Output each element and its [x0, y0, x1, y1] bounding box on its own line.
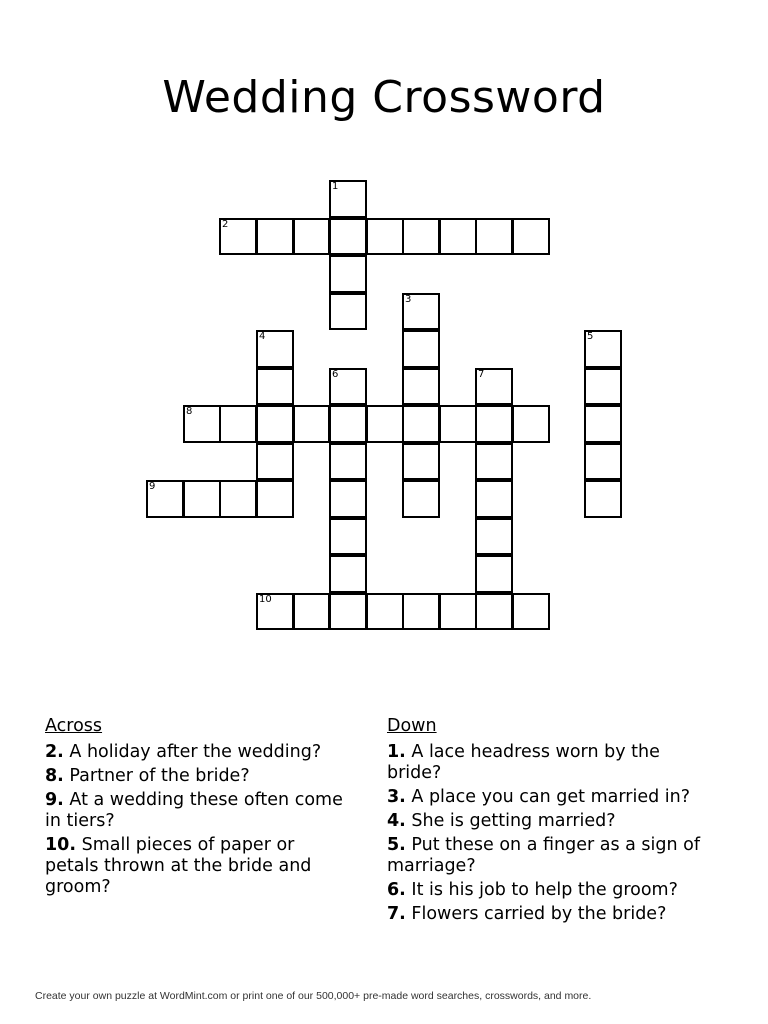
across-clue [45, 742, 345, 763]
clue-number: 7. [387, 904, 406, 924]
grid-cell[interactable] [329, 555, 367, 593]
grid-cell[interactable] [329, 593, 367, 631]
grid-cell[interactable] [475, 480, 513, 518]
clue-number: 2. [45, 742, 64, 762]
grid-cell[interactable] [293, 218, 331, 256]
clue-number: 7 [478, 368, 485, 380]
grid-cell[interactable] [439, 593, 477, 631]
grid-cell[interactable] [329, 443, 367, 481]
grid-cell[interactable] [402, 368, 440, 406]
down-clue [387, 904, 717, 925]
grid-cell[interactable] [366, 405, 404, 443]
grid-cell[interactable] [402, 293, 440, 331]
clue-number: 5. [387, 835, 406, 855]
clue-number: 5 [587, 331, 594, 342]
grid-cell[interactable] [256, 480, 294, 518]
clue-text: Small pieces of paper or petals thrown at the bride and groom? [45, 835, 312, 897]
down-clues [387, 716, 717, 928]
grid-cell[interactable] [475, 443, 513, 481]
grid-cell[interactable] [402, 443, 440, 481]
clue-text: At a wedding these often come in tiers? [45, 790, 343, 831]
grid-cell[interactable] [256, 443, 294, 481]
grid-cell[interactable] [219, 480, 257, 518]
down-clue [387, 742, 717, 784]
grid-cell[interactable] [329, 255, 367, 293]
clue-number: 9 [149, 481, 156, 492]
clue-number: 3 [405, 293, 412, 305]
across-clue [45, 835, 345, 898]
grid-cell[interactable] [402, 330, 440, 368]
grid-cell[interactable] [256, 368, 294, 406]
clue-number: 9. [45, 790, 64, 810]
grid-cell[interactable] [584, 443, 622, 481]
grid-cell[interactable] [366, 218, 404, 256]
clue-number: 6. [387, 880, 406, 900]
grid-cell[interactable] [329, 293, 367, 331]
grid-cell[interactable] [439, 218, 477, 256]
grid-cell[interactable] [584, 368, 622, 406]
down-clue [387, 787, 717, 808]
grid-cell[interactable] [183, 480, 221, 518]
footer-text: Create your own puzzle at WordMint.com or print one of our 500,000+ pre-made word searches, crosswords, and more. [35, 990, 592, 1002]
clue-number: 6 [332, 368, 339, 380]
grid-cell[interactable] [402, 218, 440, 256]
grid-cell[interactable] [256, 218, 294, 256]
grid-cell[interactable] [475, 593, 513, 631]
grid-cell[interactable] [329, 180, 367, 218]
grid-cell[interactable] [329, 480, 367, 518]
clue-number: 3. [387, 787, 406, 807]
grid-cell[interactable] [293, 593, 331, 631]
down-heading: Down [387, 716, 437, 736]
grid-cell[interactable] [329, 218, 367, 256]
clue-text: It is his job to help the groom? [411, 880, 678, 900]
grid-cell[interactable] [329, 368, 367, 406]
grid-cell[interactable] [219, 405, 257, 443]
grid-cell[interactable] [512, 218, 550, 256]
grid-cell[interactable] [256, 405, 294, 443]
grid-cell[interactable] [402, 593, 440, 631]
grid-cell[interactable] [475, 555, 513, 593]
page-title: Wedding Crossword [162, 72, 606, 123]
across-clue [45, 790, 345, 832]
grid-cell[interactable] [183, 405, 221, 443]
clue-number: 1 [332, 181, 339, 192]
clue-text: She is getting married? [411, 811, 616, 831]
grid-cell[interactable] [584, 330, 622, 368]
grid-cell[interactable] [366, 593, 404, 631]
clue-text: A holiday after the wedding? [69, 742, 322, 762]
clue-number: 4. [387, 811, 406, 831]
clue-number: 4 [259, 331, 266, 342]
grid-cell[interactable] [256, 330, 294, 368]
clue-number: 8. [45, 766, 64, 786]
grid-cell[interactable] [293, 405, 331, 443]
clue-text: Put these on a finger as a sign of marriage? [387, 835, 701, 876]
grid-cell[interactable] [584, 480, 622, 518]
clue-text: A place you can get married in? [411, 787, 690, 807]
grid-cell[interactable] [475, 218, 513, 256]
across-clue [45, 766, 345, 787]
clue-text: Partner of the bride? [69, 766, 250, 786]
grid-cell[interactable] [512, 593, 550, 631]
grid-cell[interactable] [329, 405, 367, 443]
grid-cell[interactable] [329, 518, 367, 556]
grid-cell[interactable] [402, 405, 440, 443]
clue-number: 8 [186, 406, 193, 417]
grid-cell[interactable] [584, 405, 622, 443]
grid-cell[interactable] [402, 480, 440, 518]
grid-cell[interactable] [219, 218, 257, 256]
clue-number: 1. [387, 742, 406, 762]
across-clues [45, 716, 345, 901]
down-clue [387, 811, 717, 832]
grid-cell[interactable] [512, 405, 550, 443]
clue-number: 10 [259, 593, 272, 605]
grid-cell[interactable] [256, 593, 294, 631]
down-clue [387, 835, 717, 877]
grid-cell[interactable] [475, 368, 513, 406]
grid-cell[interactable] [475, 518, 513, 556]
across-heading: Across [45, 716, 103, 736]
clue-text: A lace headress worn by the bride? [387, 742, 660, 783]
clue-number: 2 [222, 218, 229, 230]
grid-cell[interactable] [146, 480, 184, 518]
down-clue [387, 880, 717, 901]
grid-cell[interactable] [475, 405, 513, 443]
grid-cell[interactable] [439, 405, 477, 443]
clue-number: 10. [45, 835, 77, 855]
clue-text: Flowers carried by the bride? [411, 904, 667, 924]
